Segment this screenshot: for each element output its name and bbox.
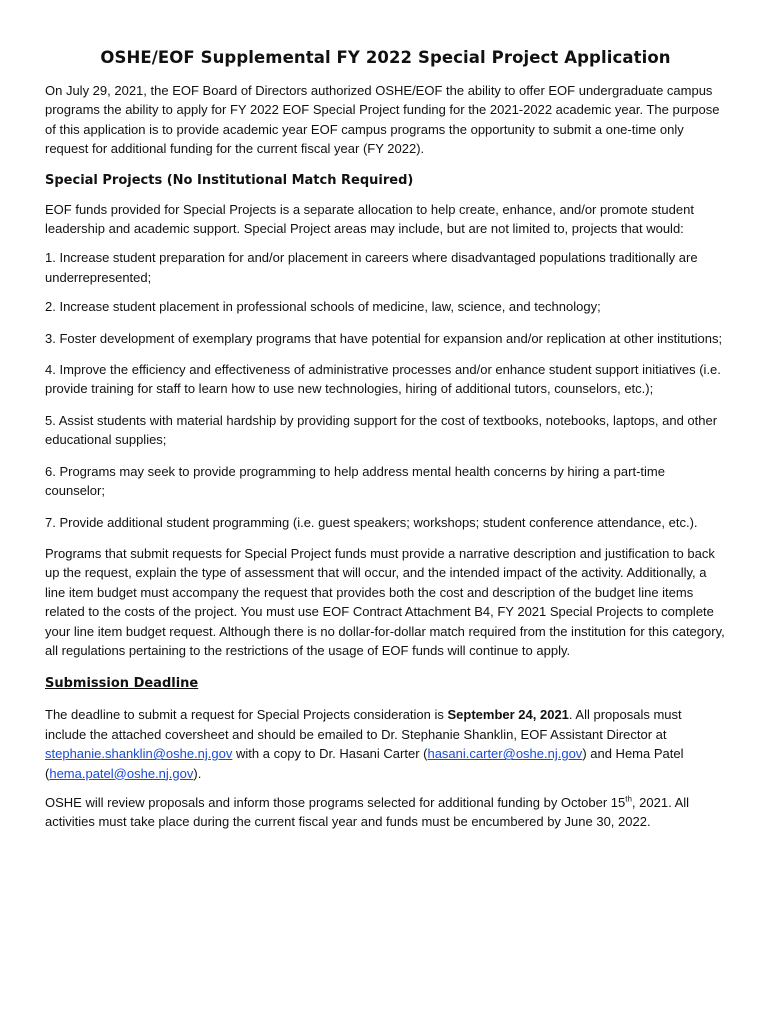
list-item-6: 6. Programs may seek to provide programming to help address mental health concerns by hiring a part-time counselor; bbox=[45, 463, 665, 499]
submission-deadline-heading: Submission Deadline bbox=[45, 676, 199, 692]
list-item-3: 3. Foster development of exemplary programs that have potential for expansion and/or replication at other institutions; bbox=[45, 330, 723, 346]
ordinal-suffix: th bbox=[625, 794, 632, 804]
intro-paragraph: On July 29, 2021, the EOF Board of Directors authorized OSHE/EOF the ability to offer EOF undergraduate campus programs the ability to apply for FY 2022 EOF Special Project funding for the 2021-2022 academic year. The purpose of this application is to provide academic year EOF campus programs the opportunity to submit a one-time only request for additional funding for the current fiscal year (FY 2022). bbox=[45, 83, 720, 157]
list-item-2: 2. Increase student placement in professional schools of medicine, law, science, and technology; bbox=[45, 299, 601, 315]
list-item-4: 4. Improve the efficiency and effectiveness of administrative processes and/or enhance student support initiatives (i.e. provide training for staff to learn how to use new technologies, hiring of additional tutors, counselors, etc.); bbox=[45, 362, 721, 397]
requirements-paragraph: Programs that submit requests for Special Project funds must provide a narrative description and justification to back up the request, explain the type of assessment that will occur, and the intended impact of the activity. Additionally, a line item budget must accompany the request that provides both the cost and description of the budget line items related to the costs of the project. You must use EOF Contract Attachment B4, FY 2021 Special Projects to complete your line item budget request. Although there is no dollar-for-dollar match required from the institution for this category, all regulations pertaining to the restrictions of the usage of EOF funds will continue to apply. bbox=[45, 545, 725, 658]
submission-paragraph bbox=[45, 705, 726, 783]
submission-text-2: . All proposals must include the attached coversheet and should be emailed to Dr. Stephanie Shanklin, EOF Assistant Director at bbox=[45, 707, 682, 742]
list-item-7: 7. Provide additional student programming (i.e. guest speakers; workshops; student conference attendance, etc.). bbox=[45, 514, 698, 530]
review-text-2: , 2021. All activities must take place during the current fiscal year and funds must be encumbered by June 30, 2022. bbox=[45, 794, 690, 830]
special-projects-description: EOF funds provided for Special Projects is a separate allocation to help create, enhance, and/or promote student leadership and academic support. Special Project areas may include, but are not limited to, projects that would: bbox=[45, 201, 694, 237]
submission-text-1: The deadline to submit a request for Special Projects consideration is bbox=[45, 707, 448, 723]
list-item-5: 5. Assist students with material hardship by providing support for the cost of textbooks, notebooks, laptops, and other educational supplies; bbox=[45, 412, 718, 448]
list-item-1: 1. Increase student preparation for and/or placement in careers where disadvantaged populations traditionally are underrepresented; bbox=[45, 250, 698, 285]
email-link-shanklin[interactable]: stephanie.shanklin@oshe.nj.gov bbox=[45, 746, 233, 762]
email-link-carter[interactable]: hasani.carter@oshe.nj.gov bbox=[427, 746, 583, 762]
submission-text-3: with a copy to Dr. Hasani Carter ( bbox=[232, 746, 428, 762]
review-text-1: OSHE will review proposals and inform those programs selected for additional funding by October 15 bbox=[45, 794, 626, 810]
review-paragraph bbox=[45, 793, 726, 832]
submission-text-5: ). bbox=[193, 765, 202, 781]
special-projects-heading: Special Projects (No Institutional Match Required) bbox=[45, 172, 414, 188]
email-link-patel[interactable]: hema.patel@oshe.nj.gov bbox=[49, 765, 194, 781]
submission-text-4: ) and Hema Patel ( bbox=[45, 746, 684, 781]
deadline-date: September 24, 2021 bbox=[447, 707, 569, 723]
page-title: OSHE/EOF Supplemental FY 2022 Special Project Application bbox=[100, 48, 671, 67]
